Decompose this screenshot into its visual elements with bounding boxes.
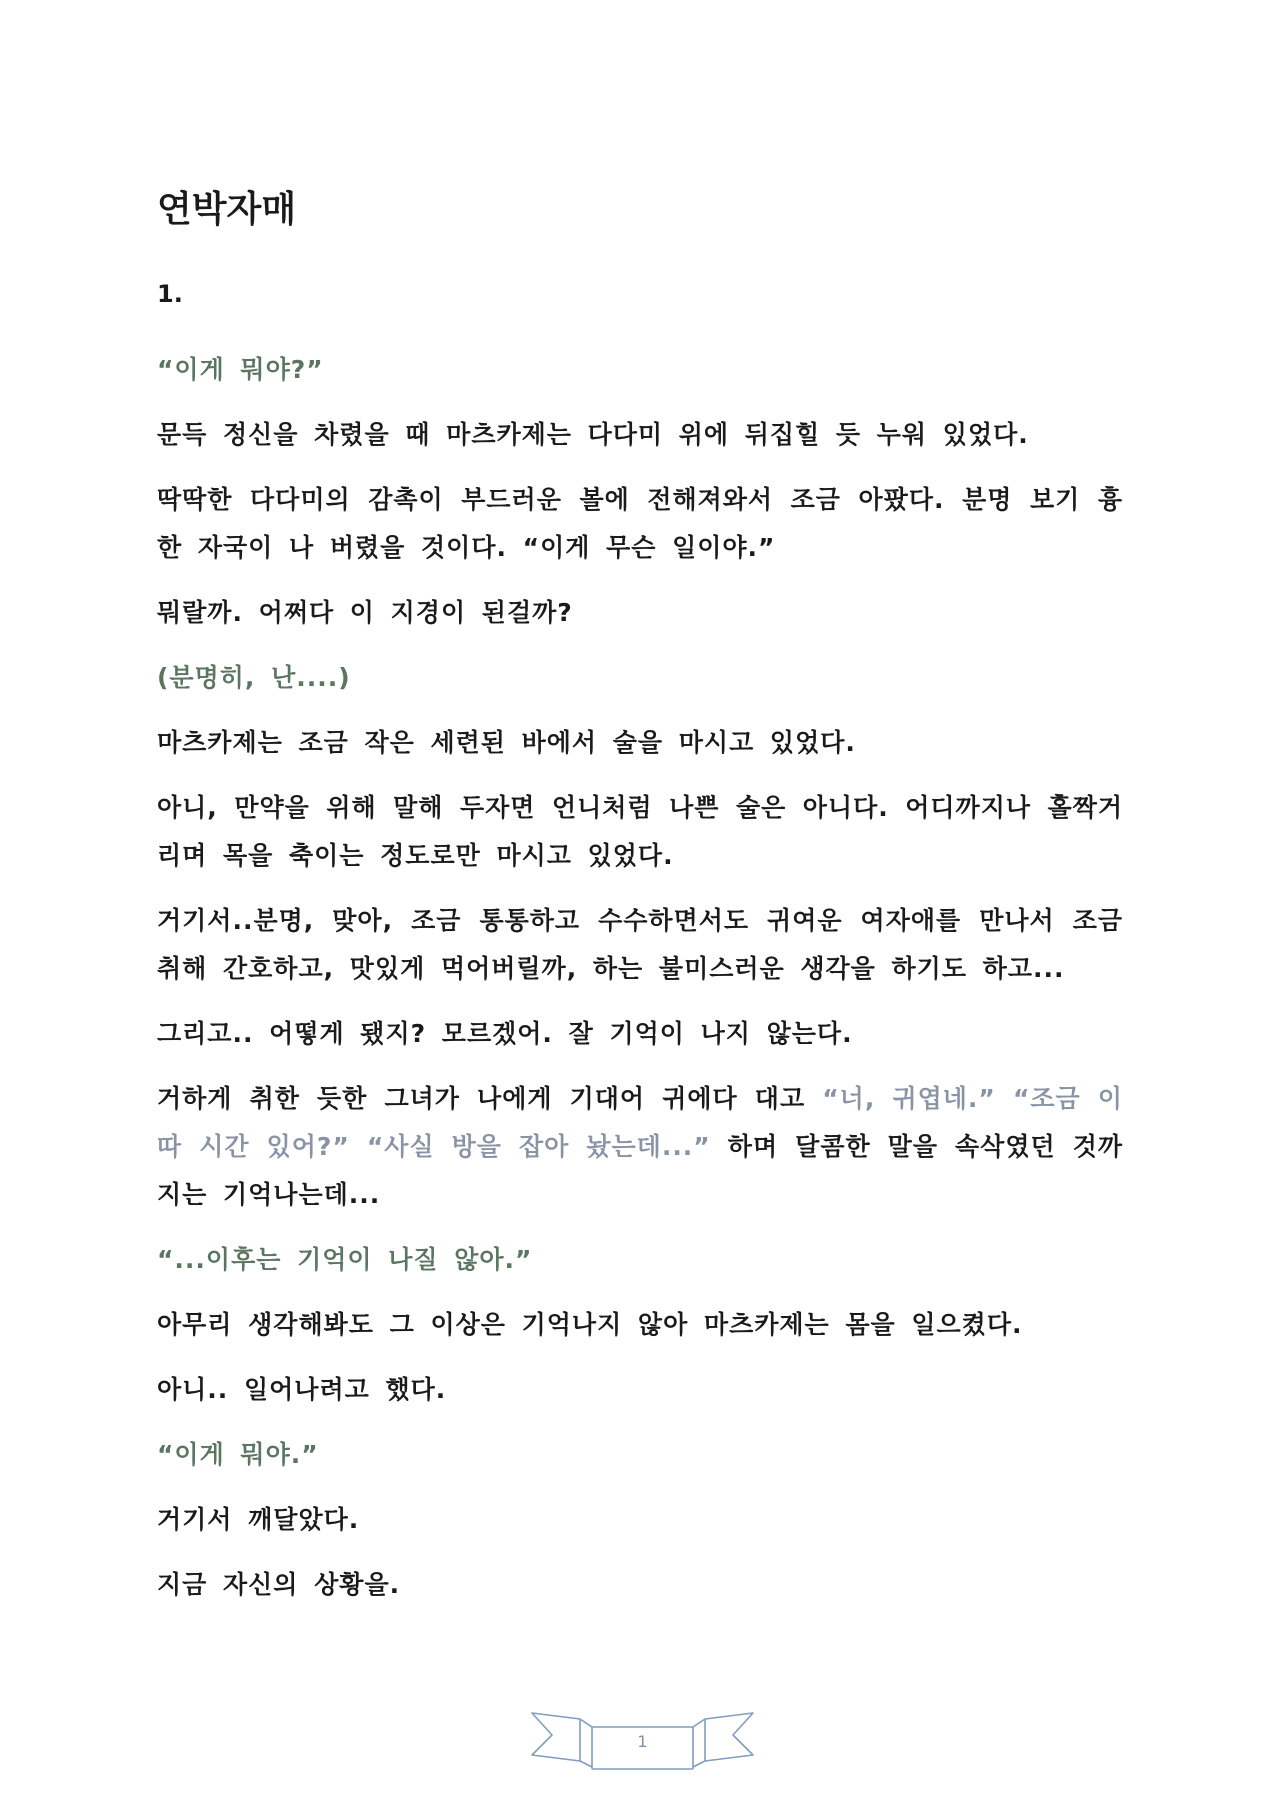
- paragraph: [157, 589, 1123, 637]
- paragraph-text: 거기서 깨달았다.: [157, 1505, 360, 1534]
- paragraph-text: 문득 정신을 차렸을 때 마츠카제는 다다미 위에 뒤집힐 듯 누워 있었다.: [157, 420, 1029, 449]
- chapter-heading: 1.: [157, 280, 183, 308]
- paragraph: [157, 476, 1123, 572]
- paragraph: [157, 1075, 1123, 1219]
- paragraph: [157, 346, 1123, 394]
- paragraph-text: “...이후는 기억이 나질 않아.”: [157, 1245, 533, 1274]
- paragraph: [157, 784, 1123, 880]
- page-number: 1: [637, 1732, 648, 1751]
- document-body: [157, 186, 1123, 1626]
- paragraph-text: 마츠카제는 조금 작은 세련된 바에서 술을 마시고 있었다.: [157, 728, 856, 757]
- quoted-dialogue: “너, 귀엽네.” “조금 이따 시간 있어?” “사실 방을 잡아 놨는데...”: [157, 1084, 1123, 1161]
- paragraph: [157, 719, 1123, 767]
- paragraph-text: 하며 달콤한 말을 속삭였던 것까지는 기억나는데...: [157, 1132, 1123, 1209]
- paragraph-text: 뭐랄까. 어쩌다 이 지경이 된걸까?: [157, 598, 573, 627]
- paragraph-text: “이게 뭐야.”: [157, 1440, 319, 1469]
- paragraph-text: “이게 뭐야?”: [157, 355, 324, 384]
- paragraph-text: 그리고.. 어떻게 됐지? 모르겠어. 잘 기억이 나지 않는다.: [157, 1019, 853, 1048]
- paragraph-text: 딱딱한 다다미의 감촉이 부드러운 볼에 전해져와서 조금 아팠다. 분명 보기 흉한 자국이 나 버렸을 것이다. “이게 무슨 일이야.”: [157, 485, 1123, 562]
- paragraph: [157, 1431, 1123, 1479]
- paragraph-text: 거기서..분명, 맞아, 조금 통통하고 수수하면서도 귀여운 여자애를 만나서 조금 취해 간호하고, 맛있게 먹어버릴까, 하는 불미스러운 생각을 하기도 하고...: [157, 906, 1123, 983]
- paragraph: [157, 1366, 1123, 1414]
- paragraph: [157, 1561, 1123, 1609]
- paragraph-text: 아니, 만약을 위해 말해 두자면 언니처럼 나쁜 술은 아니다. 어디까지나 홀짝거리며 목을 축이는 정도로만 마시고 있었다.: [157, 793, 1123, 870]
- paragraph-list: [157, 346, 1123, 1609]
- paragraph: [157, 654, 1123, 702]
- paragraph-text: (분명히, 난....): [157, 663, 351, 692]
- document-title: 연박자매: [157, 189, 297, 230]
- paragraph: [157, 897, 1123, 993]
- paragraph: [157, 1010, 1123, 1058]
- paragraph-text: 아무리 생각해봐도 그 이상은 기억나지 않아 마츠카제는 몸을 일으켰다.: [157, 1310, 1023, 1339]
- paragraph: [157, 1301, 1123, 1349]
- paragraph-text: 거하게 취한 듯한 그녀가 나에게 기대어 귀에다 대고: [157, 1084, 823, 1113]
- paragraph: [157, 1236, 1123, 1284]
- page-footer-ribbon: [530, 1705, 755, 1775]
- paragraph-text: 아니.. 일어나려고 했다.: [157, 1375, 447, 1404]
- paragraph: [157, 411, 1123, 459]
- paragraph-text: 지금 자신의 상황을.: [157, 1570, 401, 1599]
- paragraph: [157, 1496, 1123, 1544]
